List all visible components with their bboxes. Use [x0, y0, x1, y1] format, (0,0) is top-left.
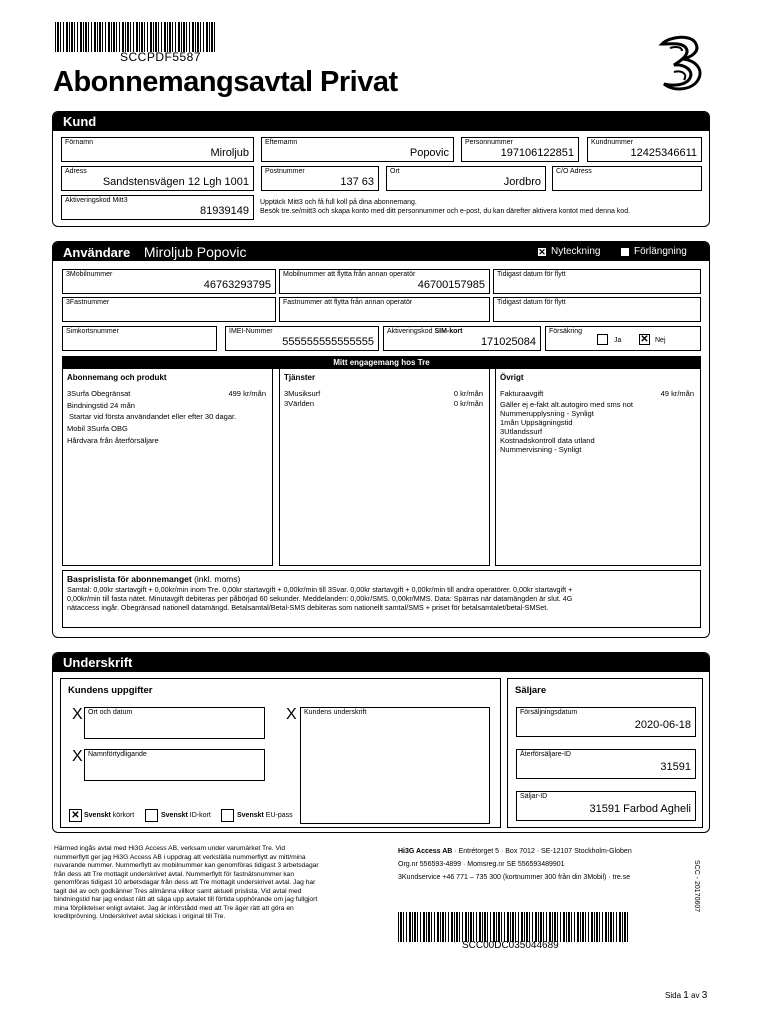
adress-value: Sandstensvägen 12 Lgh 1001	[102, 176, 249, 188]
imei-field[interactable]	[225, 326, 379, 351]
mobil-flytta-label: Mobilnummer att flytta från annan operatör	[283, 271, 416, 278]
basprislista-box	[62, 570, 701, 628]
legal-line-2: nummerflytt ger jag Hi3G Access AB i uppdrag att verkställa nummerflytt av mitt/mina	[54, 853, 306, 861]
tidigast-datum-1-label: Tidigast datum för flytt	[497, 271, 566, 278]
ort-datum-label: Ort och datum	[88, 709, 133, 716]
namnfortydligande-field[interactable]	[84, 749, 265, 781]
legal-line-4: från dess att Tre mottagit underskrivet avtal. Nummerflytt för fastnätsnummer kan	[54, 870, 295, 878]
efternamn-label: Efternamn	[265, 139, 298, 146]
kundens-uppgifter-heading: Kundens uppgifter	[68, 685, 153, 696]
aktiveringskod-label: Aktiveringskod Mitt3	[65, 197, 128, 204]
sida-num: 1	[683, 990, 689, 1001]
forsakring-ja-label: Ja	[614, 337, 622, 344]
aktiveringskod-value: 81939149	[200, 205, 249, 217]
underskrift-x: X	[286, 706, 297, 723]
saljare-heading: Säljare	[515, 685, 547, 696]
efternamn-value: Popovic	[409, 147, 449, 159]
legal-line-8: mina förpliktelser enligt avtalet. Jag är införstådd med att Tre äger rätt att göra en	[54, 904, 294, 912]
mobil-flytta-field[interactable]	[279, 269, 490, 294]
anvandare-heading: Användare	[63, 245, 131, 260]
form-code: SCCPDF5587	[120, 50, 202, 64]
tidigast-datum-2-field[interactable]	[493, 297, 701, 322]
forsakring-nej-checkbox[interactable]: ✕	[640, 334, 649, 345]
kundens-underskrift-label: Kundens underskrift	[304, 709, 367, 716]
ort-label: Ort	[390, 168, 400, 175]
ort-field[interactable]	[386, 166, 546, 191]
tjanster-column	[279, 368, 490, 566]
abonnemang-product: 3Surfa Obegränsat	[67, 389, 131, 398]
tjanst-name-1: 3Musiksurf	[284, 389, 321, 398]
namnfortydligande-label: Namnförtydligande	[88, 751, 147, 758]
startar: Startar vid första användandet eller efter 30 dagar.	[69, 412, 237, 421]
basprislista-title: Basprislista för abonnemanget	[67, 574, 192, 584]
co-adress-field[interactable]	[552, 166, 702, 191]
basprislista-line-2: 0,00kr/min till fasta nätet. Minutavgift debiteras per påbörjad 60 sekunder. Meddelanden: 0,00kr/SMS. 0,00kr/MMS. Data: Spärras när datamängden är slut. 4G	[67, 594, 573, 603]
id-idkort-bold: Svenskt	[161, 812, 188, 819]
sida-total: 3	[701, 990, 708, 1001]
tidigast-datum-1-field[interactable]	[493, 269, 701, 294]
ovrigt-line-2: Nummerupplysning - Synligt	[500, 409, 594, 418]
forsaljningsdatum-value: 2020-06-18	[634, 719, 691, 731]
mobil-product: Mobil 3Surfa OBG	[67, 424, 128, 433]
underskrift-panel	[52, 652, 710, 833]
efternamn-field[interactable]	[261, 137, 454, 162]
footer-legal	[54, 845, 384, 922]
simkort-field[interactable]	[62, 326, 217, 351]
postnummer-field[interactable]	[261, 166, 379, 191]
fastnummer-label: 3Fastnummer	[66, 299, 110, 306]
forlangning-label: Förlängning	[634, 246, 687, 257]
ort-datum-field[interactable]	[84, 707, 265, 739]
bindningstid: Bindningstid 24 mån	[67, 401, 135, 410]
personnummer-field[interactable]	[461, 137, 579, 162]
forsakring-label: Försäkring	[549, 328, 583, 335]
nyteckning-checkbox[interactable]: ✕	[538, 247, 546, 257]
page-title: Abonnemangsavtal Privat	[53, 66, 398, 98]
av-label: av	[691, 991, 700, 1000]
kundens-uppgifter-box	[60, 678, 501, 828]
aterforsaljare-id-value: 31591	[660, 761, 691, 773]
saljar-id-value: 31591 Farbod Agheli	[589, 803, 691, 815]
forsakring-ja-checkbox[interactable]	[597, 334, 608, 345]
kund-panel	[52, 111, 710, 227]
fast-flytta-field[interactable]	[279, 297, 490, 322]
fornamn-field[interactable]	[61, 137, 254, 162]
anvandare-header	[53, 242, 709, 261]
id-idkort-label	[161, 812, 211, 819]
saljar-id-field[interactable]	[516, 791, 696, 821]
forlangning-checkbox[interactable]	[620, 247, 630, 257]
basprislista-line-1: Samtal: 0,00kr startavgift + 0,00kr/min inom Tre. 0,00kr startavgift + 0,00kr/min till 3Svar. 0,00kr startavgift + 0,00kr/min till andra operatörer. 0,00kr startavgift +	[67, 585, 573, 594]
ovrigt-line-5: Kostnadskontroll data utland	[500, 436, 595, 445]
abonnemang-column	[62, 368, 273, 566]
ovrigt-line-6: Nummervisning - Synligt	[500, 445, 582, 454]
basprislista-subtitle: (inkl. moms)	[191, 574, 241, 584]
aktiveringskod-sim-label	[387, 328, 462, 335]
id-korkort-label	[84, 812, 134, 819]
orgnr: Org.nr 556593-4899 · Momsreg.nr SE 556593489901	[398, 861, 565, 868]
mobilnummer-value: 46763293795	[203, 279, 271, 291]
kundnummer-field[interactable]	[587, 137, 702, 162]
legal-line-3: nuvarande nummer. Nummerflytt av mobilnummer kan genomföras tidigast 3 arbetsdagar	[54, 862, 319, 869]
simkort-label: Simkortsnummer	[66, 328, 119, 335]
tidigast-datum-2-label: Tidigast datum för flytt	[497, 299, 566, 306]
postnummer-label: Postnummer	[265, 168, 305, 175]
ort-datum-x: X	[72, 706, 83, 723]
company-name: Hi3G Access AB	[398, 848, 453, 855]
saljar-id-label: Säljar-ID	[520, 793, 548, 800]
mitt3-info-line2: Besök tre.se/mitt3 och skapa konto med ditt personnummer och e-post, du kan därefter aktivera kontot med denna kod.	[260, 208, 631, 215]
fornamn-value: Miroljub	[210, 147, 249, 159]
nyteckning-label: Nyteckning	[551, 246, 601, 257]
legal-line-5: genomföras tidigast 10 arbetsdagar från dess att Tre mottagit underskrivet avtal. Jag har	[54, 879, 316, 886]
aterforsaljare-id-label: Återförsäljare-ID	[520, 751, 571, 758]
company-address: · Entrétorget 5 · Box 7012 · SE-12107 Stockholm-Globen	[452, 848, 632, 855]
fakturaavgift-price: 49 kr/mån	[660, 389, 694, 398]
aktiveringskod-field[interactable]	[61, 195, 254, 220]
underskrift-heading: Underskrift	[53, 653, 709, 672]
postnummer-value: 137 63	[340, 176, 374, 188]
engagemang-header: Mitt engagemang hos Tre	[62, 356, 701, 369]
mitt3-info-line1: Upptäck Mitt3 och få full koll på dina abonnemang.	[260, 199, 417, 206]
saljare-box	[507, 678, 703, 828]
aktiveringskod-sim-value: 171025084	[480, 336, 536, 348]
aktiveringskod-sim-field[interactable]	[383, 326, 541, 351]
mobilnummer-field[interactable]	[62, 269, 276, 294]
company-info	[398, 845, 632, 884]
fornamn-label: Förnamn	[65, 139, 94, 146]
id-eupass-checkbox[interactable]	[221, 809, 234, 822]
id-korkort-rest: körkort	[110, 812, 135, 819]
legal-line-6: tagit del av och godkänner Tres allmänna villkor samt aktuell prislista. Vid avtal med	[54, 887, 302, 895]
abonnemang-heading: Abonnemang och produkt	[67, 373, 167, 382]
adress-label: Adress	[65, 168, 87, 175]
id-korkort-checkbox[interactable]: ✕	[69, 809, 82, 822]
sida-label: Sida	[665, 991, 682, 1000]
kund-heading: Kund	[53, 112, 709, 131]
tre-logo	[652, 34, 708, 94]
basprislista-line-3: nätaccess ingår. Obegränsad nationell datamängd. Betalsamtal/Betal-SMS debiteras som nationellt samtal/SMS + priset för betalsamtalet/betal-SMSet.	[67, 603, 549, 612]
legal-line-7: bindningstid har jag endast rätt att säga upp avtalet till förtida upphörande om jag fullgjort	[54, 896, 318, 903]
co-adress-label: C/O Adress	[556, 168, 592, 175]
ovrigt-line-4: 3Utlandssurf	[500, 427, 543, 436]
aktiveringskod-sim-prefix: Aktiveringskod	[387, 328, 435, 335]
ort-value: Jordbro	[503, 176, 541, 188]
fastnummer-field[interactable]	[62, 297, 276, 322]
kundnummer-value: 12425346611	[630, 147, 697, 159]
aktiveringskod-sim-bold: SIM-kort	[434, 328, 463, 335]
ovrigt-heading: Övrigt	[500, 373, 524, 382]
namnfortydligande-x: X	[72, 748, 83, 765]
imei-label: IMEI-Nummer	[229, 328, 273, 335]
mobil-flytta-value: 46700157985	[417, 279, 485, 291]
forsaljningsdatum-label: Försäljningsdatum	[520, 709, 578, 716]
tjanst-price-2: 0 kr/mån	[453, 399, 483, 408]
kundservice: 3Kundservice +46 771 – 735 300 (kortnummer 300 från din 3Mobil) · tre.se	[398, 874, 631, 881]
id-korkort-bold: Svenskt	[84, 812, 111, 819]
personnummer-label: Personnummer	[465, 139, 513, 146]
tjanst-name-2: 3Världen	[284, 399, 315, 408]
fakturaavgift-label: Fakturaavgift	[500, 389, 544, 398]
forsakring-field	[545, 326, 701, 351]
forsakring-nej-label: Nej	[655, 337, 666, 344]
id-idkort-rest: ID-kort	[187, 812, 211, 819]
tjanst-price-1: 0 kr/mån	[453, 389, 483, 398]
mobilnummer-label: 3Mobilnummer	[66, 271, 113, 278]
fast-flytta-label: Fastnummer att flytta från annan operatör	[283, 299, 413, 306]
id-eupass-rest: EU-pass	[263, 812, 293, 819]
anvandare-panel	[52, 241, 710, 638]
bottom-barcode-text: SCC00DC035044689	[462, 940, 559, 951]
ovrigt-column	[495, 368, 701, 566]
basprislista-heading	[67, 574, 240, 584]
id-idkort-checkbox[interactable]	[145, 809, 158, 822]
abonnemang-price: 499 kr/mån	[228, 389, 266, 398]
kundens-underskrift-field[interactable]	[300, 707, 490, 824]
kundnummer-label: Kundnummer	[591, 139, 634, 146]
adress-field[interactable]	[61, 166, 254, 191]
id-eupass-label	[237, 812, 293, 819]
legal-line-1: Härmed ingås avtal med Hi3G Access AB, verksam under varumärket Tre. Vid	[54, 845, 286, 852]
bottom-barcode	[398, 912, 630, 942]
ovrigt-line-1: Gäller ej e-fakt alt.autogiro med sms not	[500, 400, 633, 409]
forsaljningsdatum-field[interactable]	[516, 707, 696, 737]
ovrigt-line-3: 1mån Uppsägningstid	[500, 418, 573, 427]
personnummer-value: 197106122851	[500, 147, 574, 159]
hardvara: Hårdvara från återförsäljare	[67, 436, 159, 445]
page-number	[665, 990, 707, 1001]
anvandare-name: Miroljub Popovic	[143, 244, 247, 260]
legal-line-9: kreditprövning. Underskrivet avtal skickas i original till Tre.	[54, 913, 226, 920]
side-code: SCC - 20170607	[693, 860, 700, 913]
tjanster-heading: Tjänster	[284, 373, 316, 382]
id-eupass-bold: Svenskt	[237, 812, 264, 819]
imei-value: 555555555555555	[282, 336, 374, 348]
top-barcode	[55, 22, 215, 52]
company-line	[398, 845, 632, 858]
aterforsaljare-id-field[interactable]	[516, 749, 696, 779]
